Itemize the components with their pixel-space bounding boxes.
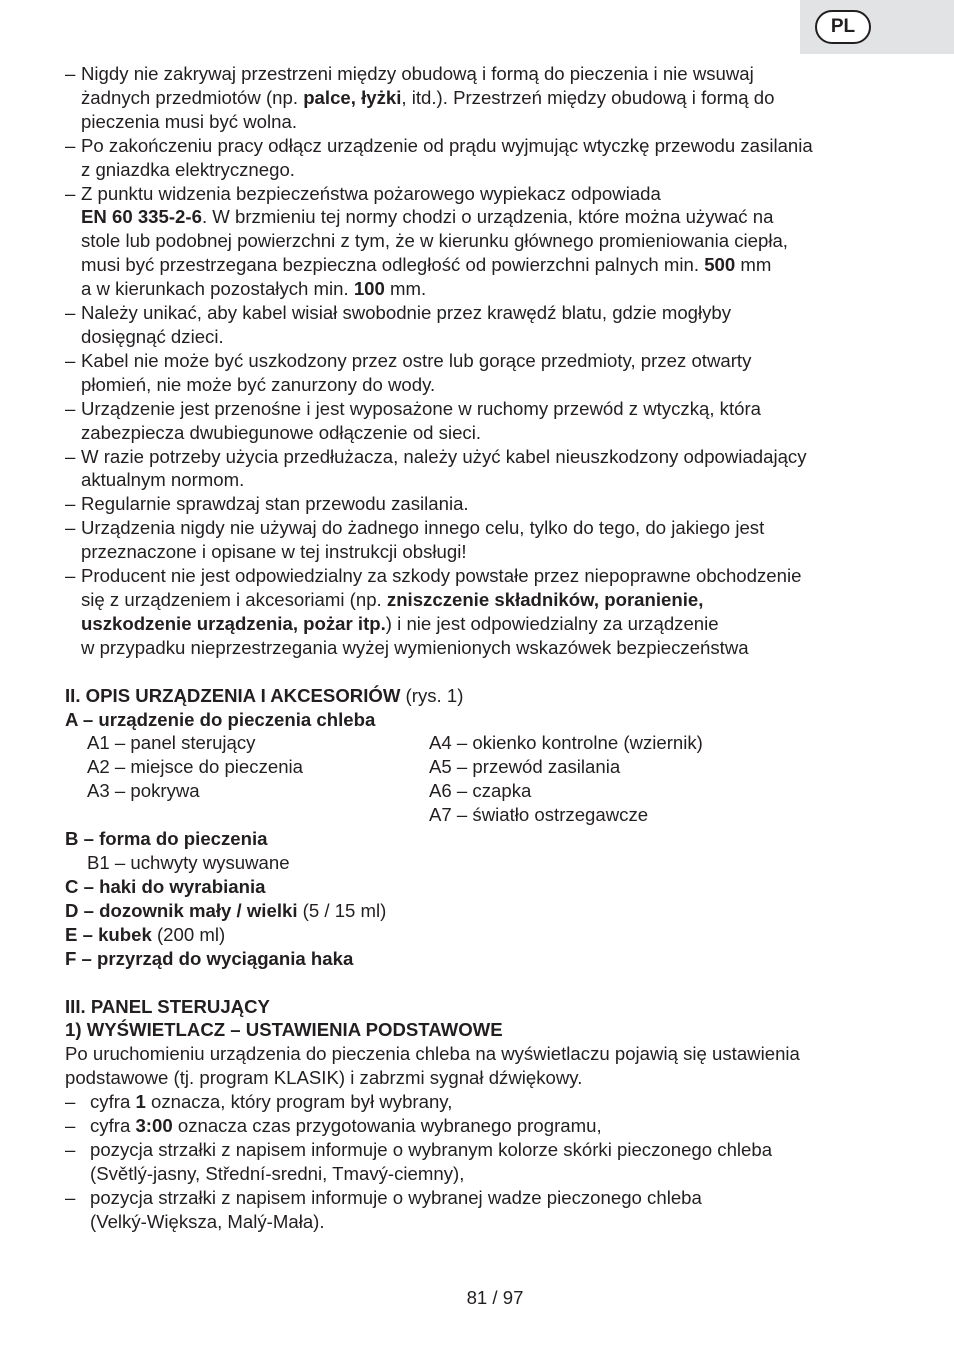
component-item: A7 – światło ostrzegawcze (429, 804, 649, 826)
text-line (81, 205, 895, 229)
part-d-suffix: (5 / 15 ml) (297, 899, 387, 921)
text-line (81, 540, 895, 564)
dash-bullet: – (65, 1138, 76, 1160)
text-segment: pieczenia musi być wolna. (81, 110, 297, 132)
text-segment: w przypadku nieprzestrzegania wyżej wymienionych wskazówek bezpieczeństwa (81, 636, 749, 658)
text-line (81, 564, 895, 588)
part-c-heading: C – haki do wyrabiania (65, 875, 266, 897)
part-f-heading: F – przyrząd do wyciągania haka (65, 947, 354, 969)
text-line (81, 421, 895, 445)
text-segment: cyfra (90, 1115, 136, 1137)
text-segment: Producent nie jest odpowiedzialny za szkody powstałe przez niepoprawne obchodzenie (81, 565, 802, 587)
part-e-suffix: (200 ml) (151, 923, 226, 945)
section-device-description (65, 684, 895, 971)
list-item (65, 349, 895, 397)
text-line (81, 229, 895, 253)
text-segment: musi być przestrzegana bezpieczna odległość od powierzchni palnych min. (81, 254, 705, 276)
text-line (90, 1186, 895, 1210)
section-3-intro (65, 1042, 895, 1090)
section-3-list (65, 1090, 895, 1233)
text-segment: Po zakończeniu pracy odłącz urządzenie od prądu wyjmując wtyczkę przewodu zasilania (81, 134, 813, 156)
text-segment: (Velký-Większa, Malý-Mała). (90, 1210, 325, 1232)
text-segment: . W brzmieniu tej normy chodzi o urządzenia, które można używać na (201, 206, 774, 228)
text-segment: Urządzenia nigdy nie używaj do żadnego innego celu, tylko do tego, do jakiego jest (81, 517, 765, 539)
paragraph-line: podstawowe (tj. program KLASIK) i zabrzmi sygnał dźwiękowy. (65, 1067, 583, 1089)
text-line (90, 1162, 895, 1186)
text-line (81, 516, 895, 540)
component-item: A5 – przewód zasilania (429, 756, 621, 778)
component-item: B1 – uchwyty wysuwane (87, 852, 290, 873)
text-segment: mm (735, 254, 772, 276)
bold-text: uszkodzenie urządzenia, pożar itp. (81, 612, 386, 634)
text-line (81, 301, 895, 325)
text-segment: Urządzenie jest przenośne i jest wyposażone w ruchomy przewód z wtyczką, która (81, 397, 761, 419)
text-line (81, 349, 895, 373)
text-segment: cyfra (90, 1091, 136, 1113)
list-item (65, 134, 895, 182)
list-item (65, 301, 895, 349)
component-item: A3 – pokrywa (87, 780, 200, 802)
text-line (90, 1210, 895, 1234)
text-segment: płomień, nie może być zanurzony do wody. (81, 373, 436, 395)
text-segment: dosięgnąć dzieci. (81, 325, 224, 347)
part-a-left-column (65, 731, 429, 827)
bold-text: palce, łyżki (303, 86, 402, 108)
text-line (81, 445, 895, 469)
text-segment: Należy unikać, aby kabel wisiał swobodnie przez krawędź blatu, gdzie mogłyby (81, 302, 732, 324)
text-line (81, 86, 895, 110)
dash-bullet: – (65, 1186, 76, 1208)
list-item (65, 1186, 895, 1234)
bold-text: 500 (704, 254, 736, 276)
part-a-heading: A – urządzenie do pieczenia chleba (65, 708, 376, 730)
text-line (90, 1090, 895, 1114)
section-control-panel (65, 995, 895, 1234)
text-line (81, 182, 895, 206)
bold-text: zniszczenie składników, poranienie, (386, 588, 704, 610)
spacer (65, 971, 895, 995)
text-segment: Z punktu widzenia bezpieczeństwa pożarowego wypiekacz odpowiada (81, 182, 661, 204)
part-b-list (65, 851, 895, 875)
text-segment: ) i nie jest odpowiedzialny za urządzenie (385, 612, 719, 634)
language-badge: PL (815, 10, 871, 44)
text-line (81, 110, 895, 134)
list-item (65, 1114, 895, 1138)
list-item (65, 182, 895, 302)
text-line (81, 492, 895, 516)
text-line (90, 1114, 895, 1138)
text-segment: oznacza czas przygotowania wybranego programu, (172, 1115, 602, 1137)
text-line (81, 253, 895, 277)
text-segment: żadnych przedmiotów (np. (81, 86, 304, 108)
page-content (65, 62, 895, 1234)
text-segment: się z urządzeniem i akcesoriami (np. (81, 588, 387, 610)
text-segment: stole lub podobnej powierzchni z tym, że w kierunku głównego promieniowania ciepła, (81, 230, 788, 252)
dash-bullet: – (65, 349, 76, 371)
text-line (81, 373, 895, 397)
part-e-heading: E – kubek (65, 923, 152, 945)
text-segment: , itd.). Przestrzeń między obudową i formą do (401, 86, 775, 108)
component-item: A6 – czapka (429, 780, 532, 802)
text-line (81, 588, 895, 612)
part-b-heading: B – forma do pieczenia (65, 828, 268, 850)
text-line (90, 1138, 895, 1162)
dash-bullet: – (65, 397, 76, 419)
text-segment: przeznaczone i opisane w tej instrukcji obsługi! (81, 541, 467, 563)
text-line (81, 277, 895, 301)
text-segment: zabezpiecza dwubiegunowe odłączenie od sieci. (81, 421, 482, 443)
text-segment: aktualnym normom. (81, 469, 245, 491)
text-segment: a w kierunkach pozostałych min. (81, 278, 354, 300)
section-2-heading (65, 684, 895, 708)
list-item (65, 397, 895, 445)
text-segment: (Světlý-jasny, Střední-sredni, Tmavý-ciemny), (90, 1162, 465, 1184)
dash-bullet: – (65, 63, 76, 84)
list-item (65, 564, 895, 660)
text-line (81, 468, 895, 492)
section-2-title-suffix: (rys. 1) (400, 684, 464, 706)
text-line (81, 612, 895, 636)
bold-text: 100 (353, 278, 385, 300)
text-line (81, 397, 895, 421)
list-item (65, 1090, 895, 1114)
text-line (81, 325, 895, 349)
text-line (81, 636, 895, 660)
dash-bullet: – (65, 182, 76, 204)
part-d-heading: D – dozownik mały / wielki (65, 899, 298, 921)
component-item: A2 – miejsce do pieczenia (87, 756, 304, 778)
text-segment: Regularnie sprawdzaj stan przewodu zasilania. (81, 493, 469, 515)
dash-bullet: – (65, 134, 76, 156)
text-line (81, 134, 895, 158)
list-item (65, 62, 895, 134)
text-segment: pozycja strzałki z napisem informuje o wybranym kolorze skórki pieczonego chleba (90, 1138, 773, 1160)
text-segment: Kabel nie może być uszkodzony przez ostre lub gorące przedmioty, przez otwarty (81, 349, 752, 371)
page-number: 81 / 97 (466, 1287, 524, 1308)
list-item (65, 516, 895, 564)
spacer (65, 660, 895, 684)
text-segment: oznacza, który program był wybrany, (145, 1091, 453, 1113)
dash-bullet: – (65, 445, 76, 467)
dash-bullet: – (65, 302, 76, 324)
text-segment: z gniazdka elektrycznego. (81, 158, 295, 180)
dash-bullet: – (65, 1115, 76, 1137)
text-segment: W razie potrzeby użycia przedłużacza, należy użyć kabel nieuszkodzony odpowiadający (81, 445, 807, 467)
bold-text: EN 60 335-2-6 (81, 206, 202, 228)
dash-bullet: – (65, 1091, 76, 1113)
dash-bullet: – (65, 565, 76, 587)
paragraph-line: Po uruchomieniu urządzenia do pieczenia chleba na wyświetlaczu pojawią się ustawienia (65, 1043, 800, 1065)
bold-text: 3:00 (135, 1115, 173, 1137)
text-line (81, 62, 895, 86)
part-a-list (65, 731, 895, 827)
section-3-subtitle: 1) WYŚWIETLACZ – USTAWIENIA PODSTAWOWE (65, 1019, 503, 1041)
dash-bullet: – (65, 517, 76, 539)
text-segment: mm. (384, 278, 427, 300)
section-2-title: II. OPIS URZĄDZENIA I AKCESORIÓW (65, 684, 401, 706)
list-item (65, 492, 895, 516)
component-item: A1 – panel sterujący (87, 732, 256, 754)
list-item (65, 1138, 895, 1186)
list-item (65, 445, 895, 493)
safety-instructions-list (65, 62, 895, 660)
text-line (81, 158, 895, 182)
component-item: A4 – okienko kontrolne (wziernik) (429, 732, 703, 754)
bold-text: 1 (135, 1091, 146, 1113)
text-segment: pozycja strzałki z napisem informuje o wybranej wadze pieczonego chleba (90, 1186, 702, 1208)
dash-bullet: – (65, 493, 76, 515)
section-3-title: III. PANEL STERUJĄCY (65, 995, 270, 1017)
text-segment: Nigdy nie zakrywaj przestrzeni między obudową i formą do pieczenia i nie wsuwaj (81, 63, 754, 84)
part-a-right-column (429, 731, 895, 827)
